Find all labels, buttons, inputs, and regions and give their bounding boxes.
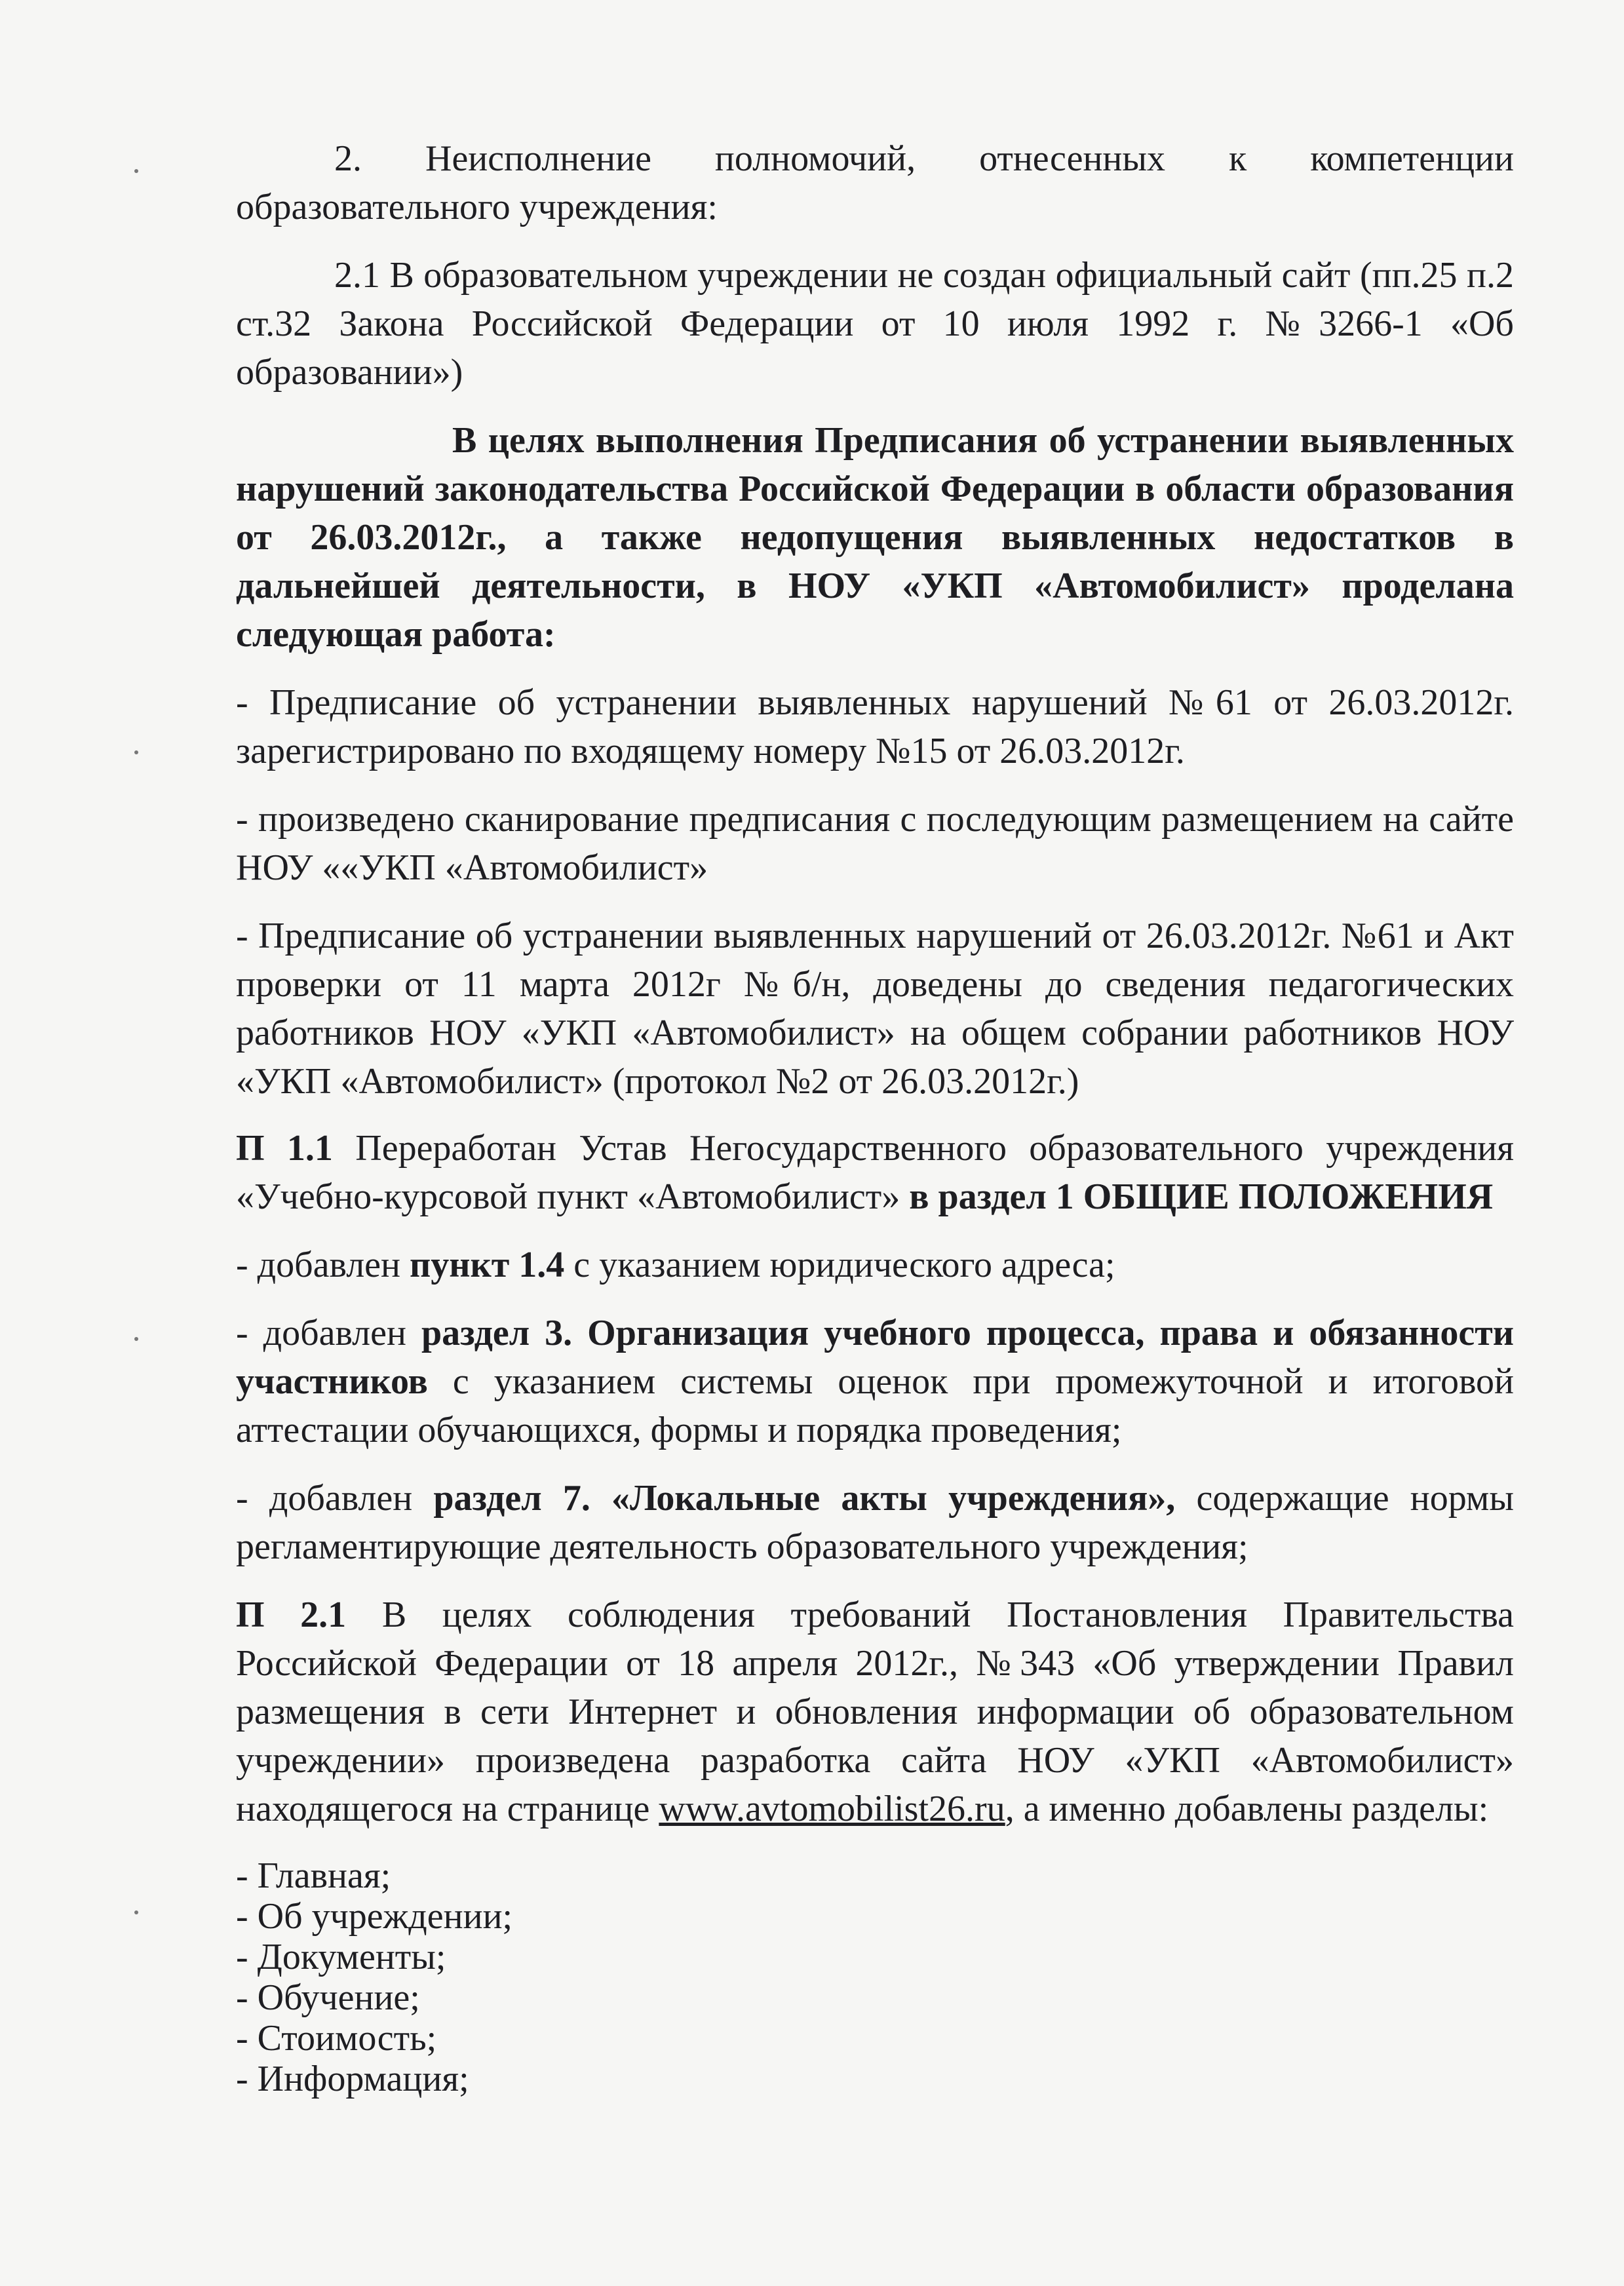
clause-1-1-text: Переработан Устав Негосударственного образовательного учреждения «Учебно-курсовой пункт «Автомобилист»: [236, 1128, 1515, 1217]
intro-paragraph: В целях выполнения Предписания об устранении выявленных нарушений законодательства Российской Федерации в области образования от 26.03.2012г., а также недопущения выявленных недостатков в дальнейшей деятельности, в НОУ «УКП «Автомобилист» проделана следующая работа:: [236, 420, 1514, 655]
added-item-1: [236, 1241, 1514, 1289]
action-item: - произведено сканирование предписания с последующим размещением на сайте НОУ ««УКП «Автомобилист»: [236, 799, 1514, 888]
added-bold: пункт 1.4: [409, 1245, 565, 1285]
added-text: содержащие нормы регламентирующие деятельность образовательного учреждения;: [236, 1478, 1514, 1567]
scan-mark: [134, 750, 138, 754]
document-body: [236, 134, 1514, 2099]
added-bold: раздел 7. «Локальные акты учреждения»,: [433, 1478, 1176, 1519]
added-prefix: - добавлен: [236, 1245, 410, 1285]
clause-1-1: [236, 1124, 1514, 1221]
website-link[interactable]: www.avtomobilist26.ru: [659, 1789, 1005, 1829]
list-item: - Информация;: [236, 2059, 469, 2099]
clause-2-1-label: П 2.1: [236, 1595, 347, 1635]
section-2-1-item: 2.1 В образовательном учреждении не создан официальный сайт (пп.25 п.2 ст.32 Закона Российской Федерации от 10 июля 1992 г. №3266-1 «Об образовании»): [236, 255, 1514, 393]
list-item: - Обучение;: [236, 1977, 420, 2018]
scan-mark: [134, 1337, 138, 1341]
added-item-3: [236, 1474, 1514, 1571]
clause-2-1-text-end: , а именно добавлены разделы:: [1005, 1789, 1489, 1829]
scan-mark: [134, 169, 138, 173]
scan-mark: [134, 1910, 138, 1914]
clause-2-1-text: В целях соблюдения требований Постановления Правительства Российской Федерации от 18 апреля 2012г., №343 «Об утверждении Правил размещения в сети Интернет и обновления информации об образовательном учреждении» произведена разработка сайта НОУ «УКП «Автомобилист» находящегося на странице: [236, 1595, 1514, 1829]
list-item: - Об учреждении;: [236, 1896, 513, 1937]
clause-2-1: [236, 1591, 1514, 1833]
added-bold: раздел 3. Организация учебного процесса, права и обязанности участников: [236, 1313, 1514, 1402]
list-item: - Главная;: [236, 1855, 391, 1896]
list-item: - Документы;: [236, 1937, 446, 1977]
added-prefix: - добавлен: [236, 1313, 421, 1353]
site-sections-list: [236, 1855, 1514, 2099]
action-item: - Предписание об устранении выявленных нарушений от 26.03.2012г. №61 и Акт проверки от 11 марта 2012г №б/н, доведены до сведения педагогических работников НОУ «УКП «Автомобилист» на общем собрании работников НОУ «УКП «Автомобилист» (протокол №2 от 26.03.2012г.): [236, 916, 1514, 1102]
added-text: с указанием юридического адреса;: [564, 1245, 1115, 1285]
clause-1-1-bold: в раздел 1 ОБЩИЕ ПОЛОЖЕНИЯ: [909, 1176, 1494, 1217]
clause-1-1-label: П 1.1: [236, 1128, 333, 1169]
section-2-heading: 2. Неисполнение полномочий, отнесенных к компетенции образовательного учреждения:: [236, 138, 1514, 227]
added-prefix: - добавлен: [236, 1478, 434, 1519]
added-item-2: [236, 1309, 1514, 1454]
action-item: - Предписание об устранении выявленных нарушений №61 от 26.03.2012г. зарегистрировано по входящему номеру №15 от 26.03.2012г.: [236, 682, 1514, 771]
added-text: с указанием системы оценок при промежуточной и итоговой аттестации обучающихся, формы и порядка проведения;: [236, 1361, 1514, 1450]
list-item: - Стоимость;: [236, 2018, 437, 2059]
